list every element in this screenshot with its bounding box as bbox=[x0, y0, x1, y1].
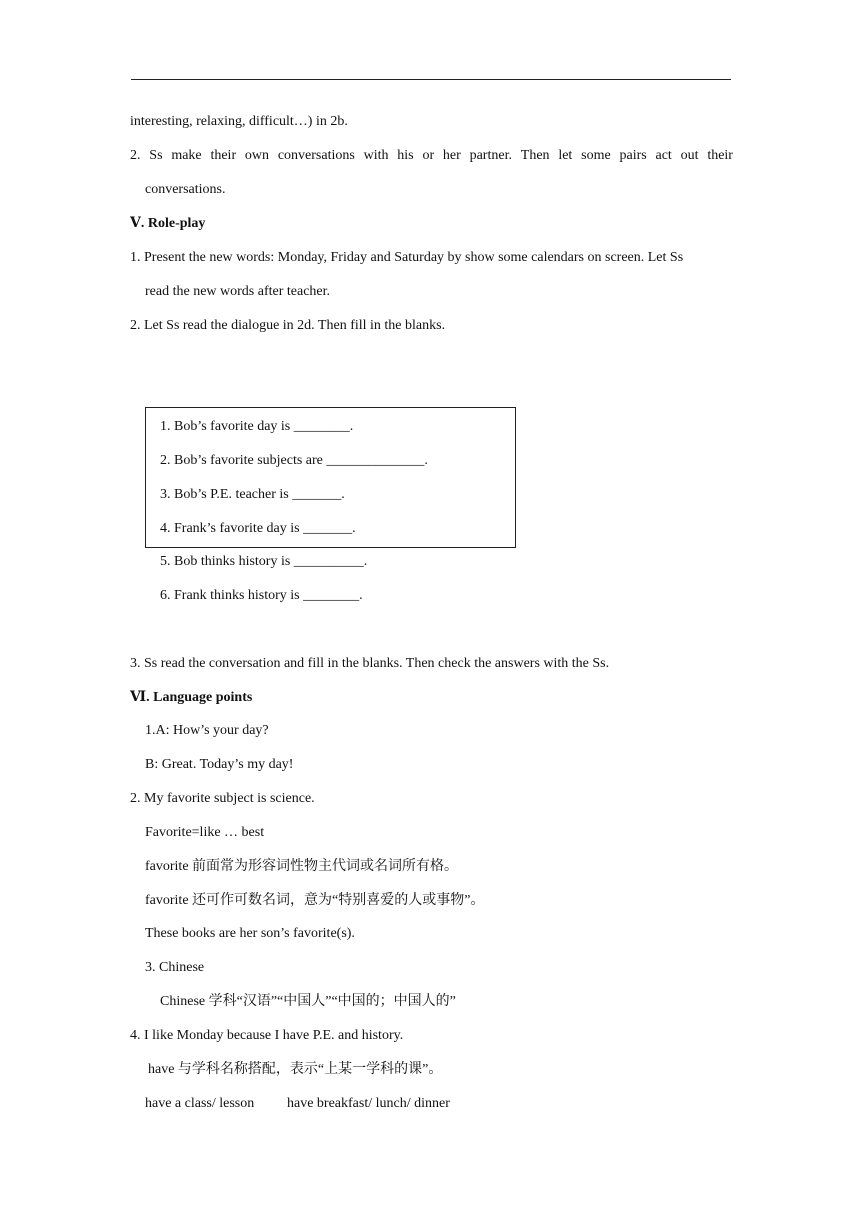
lp-line: B: Great. Today’s my day! bbox=[145, 757, 294, 772]
lp-line: 1.A: How’s your day? bbox=[145, 723, 269, 738]
word: own bbox=[244, 148, 270, 163]
role-play-item-2: 2. Let Ss read the dialogue in 2d. Then fill in the blanks. bbox=[130, 318, 446, 333]
section-heading-role-play bbox=[130, 215, 205, 233]
blank-item: 6. Frank thinks history is ________. bbox=[160, 588, 363, 603]
item2-continuation: conversations. bbox=[145, 182, 226, 197]
blank-item: 5. Bob thinks history is __________. bbox=[160, 554, 368, 569]
lp-line: Favorite=like … best bbox=[145, 825, 265, 840]
section-numeral: Ⅵ. bbox=[130, 690, 150, 705]
word: with bbox=[363, 148, 389, 163]
lp-line: have breakfast/ lunch/ dinner bbox=[287, 1096, 450, 1111]
word: conversations bbox=[277, 148, 355, 163]
word: their bbox=[707, 148, 733, 163]
word: or bbox=[422, 148, 435, 163]
lp-line: have 与学科名称搭配，表示“上某一学科的课”。 bbox=[148, 1062, 443, 1077]
word: Ss bbox=[149, 148, 163, 163]
section-numeral: Ⅴ. bbox=[130, 216, 145, 231]
word: his bbox=[397, 148, 414, 163]
blank-item: 1. Bob’s favorite day is ________. bbox=[160, 419, 354, 434]
item2-line bbox=[130, 147, 733, 165]
lp-line: have a class/ lesson bbox=[145, 1096, 255, 1111]
header-rule bbox=[131, 79, 731, 80]
word: pairs bbox=[619, 148, 647, 163]
role-play-item-1-cont: read the new words after teacher. bbox=[145, 284, 331, 299]
section-heading-language-points bbox=[130, 689, 252, 707]
word: 2. bbox=[130, 148, 141, 163]
word: some bbox=[581, 148, 611, 163]
lp-line: 3. Chinese bbox=[145, 960, 205, 975]
lp-line: favorite 还可作可数名词，意为“特别喜爱的人或事物”。 bbox=[145, 893, 485, 908]
lp-line: favorite 前面常为形容词性物主代词或名词所有格。 bbox=[145, 859, 459, 874]
lp-line: 2. My favorite subject is science. bbox=[130, 791, 315, 806]
word: make bbox=[171, 148, 202, 163]
lp-line: These books are her son’s favorite(s). bbox=[145, 926, 355, 941]
role-play-item-1: 1. Present the new words: Monday, Friday and Saturday by show some calendars on screen. Let Ss bbox=[130, 250, 684, 265]
section-title: Language points bbox=[153, 690, 253, 705]
lp-line: 4. I like Monday because I have P.E. and history. bbox=[130, 1028, 404, 1043]
blank-item: 4. Frank’s favorite day is _______. bbox=[160, 521, 356, 536]
word: out bbox=[680, 148, 699, 163]
text-line-interesting: interesting, relaxing, difficult…) in 2b. bbox=[130, 114, 348, 129]
blank-item: 3. Bob’s P.E. teacher is _______. bbox=[160, 487, 345, 502]
lp-line: Chinese 学科“汉语”“中国人”“中国的；中国人的” bbox=[160, 994, 456, 1009]
word: Then bbox=[520, 148, 550, 163]
word: act bbox=[655, 148, 672, 163]
section-title: Role-play bbox=[147, 216, 206, 231]
role-play-item-3: 3. Ss read the conversation and fill in the blanks. Then check the answers with the Ss. bbox=[130, 656, 610, 671]
word: partner. bbox=[469, 148, 512, 163]
blank-item: 2. Bob’s favorite subjects are ______________. bbox=[160, 453, 428, 468]
word: their bbox=[210, 148, 237, 163]
word: let bbox=[558, 148, 573, 163]
word: her bbox=[442, 148, 461, 163]
